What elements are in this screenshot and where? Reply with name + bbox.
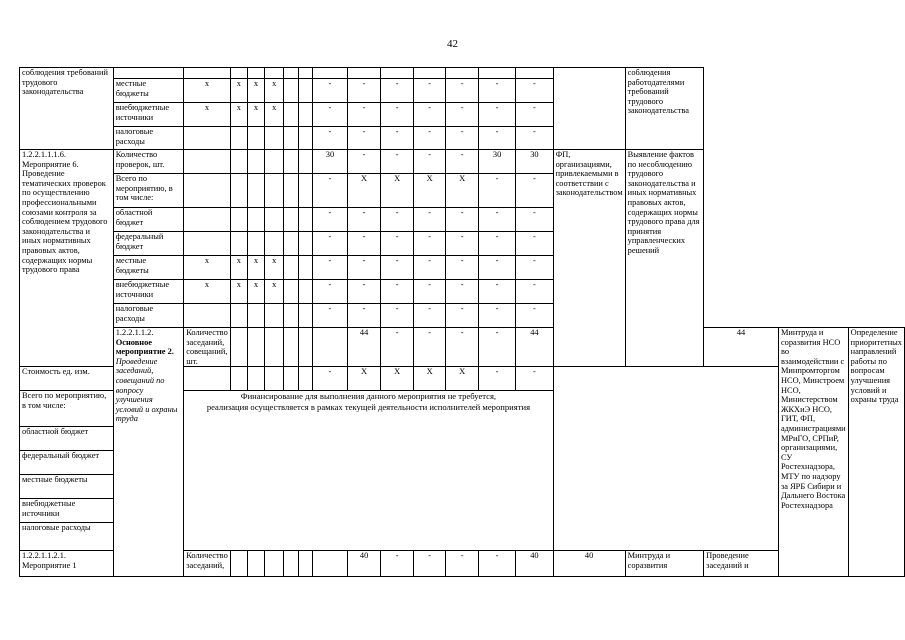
value-cell: - [478,232,515,256]
empty-cell [247,328,264,367]
value-cell: - [516,232,553,256]
empty-cell [247,367,264,391]
row-label: налоговые расходы [20,523,114,551]
empty-cell [299,280,313,304]
value-cell: - [516,280,553,304]
empty-cell [284,280,299,304]
row-label: Всего по мероприятию, в том числе: [20,391,114,427]
expected-result: Выявление фактов по несоблюдению трудового законодательства и иных нормативных правовых актов, содержащих нормы трудового права для принятия управленческих решений [625,150,704,367]
value-cell: - [347,79,381,103]
empty-cell [284,328,299,367]
value-cell: - [446,150,479,174]
value-cell: - [413,79,446,103]
empty-cell [299,68,313,79]
row-label: областной бюджет [113,208,184,232]
x-mark: х [230,256,247,280]
x-mark: х [265,280,284,304]
x-mark: х [230,79,247,103]
value-cell: - [446,127,479,150]
value-cell: - [413,150,446,174]
empty-cell [265,150,284,174]
activity-name: соблюдения требований трудового законодательства [20,68,114,150]
value-cell: - [313,208,348,232]
funding-note [184,391,553,551]
value-cell: - [446,304,479,328]
value-cell: Х [413,174,446,208]
activity-name-part: 1.2.2.1.1.2. [115,328,154,337]
value-cell: - [381,208,414,232]
empty-cell [247,232,264,256]
row-label: налоговые расходы [113,127,184,150]
expected-result: соблюдения работодателями требований трудового законодательства [625,68,704,150]
value-cell: - [381,256,414,280]
x-mark: х [247,103,264,127]
empty-cell [230,68,247,79]
value-cell: - [478,304,515,328]
empty-cell [299,551,313,577]
value-cell: - [347,304,381,328]
value-cell: Х [446,367,479,391]
value-cell: Х [347,174,381,208]
empty-cell [247,174,264,208]
x-mark: х [184,79,231,103]
x-mark: х [265,79,284,103]
value-cell: - [313,127,348,150]
table-row [20,280,905,304]
empty-cell [284,304,299,328]
value-cell: - [413,103,446,127]
empty-cell [284,103,299,127]
activity-name: 1.2.2.1.1.2.1. Мероприятие 1 [20,551,114,577]
empty-cell [284,367,299,391]
funding-note-line: реализация осуществляется в рамках текущей деятельности исполнителей мероприятия [206,402,531,413]
table-row [20,103,905,127]
value-cell: - [478,174,515,208]
page-number: 42 [447,38,458,50]
row-label: Всего по мероприятию, в том числе: [113,174,184,208]
value-cell: - [313,79,348,103]
executors-cell: Минтруда и соразвития НСО во взаимодействии с Минпромторгом НСО, Минстроем НСО, Министерством ЖКХиЭ НСО, ГИТ, ФП, администрациями МРиГО, СРПиР, организациями, СУ Ростехнадзора, МТУ по надзору за ЯРБ Сибири и Дальнего Востока Ростехнадзора [778,328,848,577]
row-label: внебюджетные источники [113,103,184,127]
empty-cell [247,68,264,79]
value-cell: - [478,127,515,150]
empty-cell [184,232,231,256]
value-cell: - [413,280,446,304]
value-cell: - [413,551,446,577]
activity-name [113,328,184,577]
empty-cell [247,304,264,328]
empty-cell [516,68,553,79]
row-label: областной бюджет [20,427,114,451]
empty-cell [299,367,313,391]
value-cell: - [516,174,553,208]
x-mark: х [184,280,231,304]
empty-cell [381,68,414,79]
empty-cell [299,232,313,256]
empty-cell [299,150,313,174]
empty-cell [113,68,184,79]
value-cell: - [413,328,446,367]
table-row [20,232,905,256]
empty-cell [284,208,299,232]
indicator-label: Количество заседаний, совещаний, шт. [184,328,231,367]
value-cell: - [446,256,479,280]
empty-cell [284,127,299,150]
executors-cell [553,68,625,150]
value-cell: - [478,256,515,280]
expected-result: Определение приоритетных направлений работы по вопросам улучшения условий и охраны труда [848,328,904,577]
expected-result: Проведение заседаний и [704,551,779,577]
value-cell: - [313,232,348,256]
value-cell: - [413,304,446,328]
table-row [20,150,905,174]
value-cell: 40 [516,551,553,577]
funding-note-line: Финансирование для выполнения данного мероприятия не требуется, [240,391,497,402]
value-cell: 30 [478,150,515,174]
value-cell: - [446,79,479,103]
row-label: федеральный бюджет [113,232,184,256]
value-cell: - [313,304,348,328]
value-cell: Х [446,174,479,208]
value-cell: - [347,232,381,256]
empty-cell [265,551,284,577]
indicator-label: Количество проверок, шт. [113,150,184,174]
empty-cell [230,208,247,232]
value-cell: - [446,103,479,127]
empty-cell [265,68,284,79]
value-cell: - [446,551,479,577]
value-cell: - [516,256,553,280]
value-cell: - [413,256,446,280]
value-cell: - [381,150,414,174]
empty-cell [299,79,313,103]
value-cell: - [446,280,479,304]
value-cell: 44 [347,328,381,367]
value-cell: - [381,79,414,103]
x-mark: х [247,79,264,103]
value-cell: - [313,174,348,208]
value-cell: - [313,367,348,391]
indicator-label: Стоимость ед. изм. [20,367,114,391]
row-label: внебюджетные источники [20,499,114,523]
value-cell: - [413,127,446,150]
empty-cell [247,551,264,577]
table-row [20,304,905,328]
value-cell: - [478,208,515,232]
value-cell: - [446,208,479,232]
value-cell: - [516,103,553,127]
row-label: налоговые расходы [113,304,184,328]
table-row [20,256,905,280]
table-row [20,174,905,208]
value-cell: - [516,304,553,328]
activity-name: 1.2.2.1.1.1.6. Мероприятие 6. Проведение тематических проверок по осуществлению профессиональными союзами контроля за соблюдением трудового законодательства и иных нормативных правовых актов, содержащих нормы трудового права [20,150,114,367]
value-cell: Х [413,367,446,391]
empty-cell [299,328,313,367]
empty-cell [299,127,313,150]
value-cell: - [347,103,381,127]
x-mark: х [230,103,247,127]
empty-cell [413,68,446,79]
x-mark: х [247,256,264,280]
executors-cell: ФП, организациями, привлекаемыми в соответствии с законодательством [553,150,625,367]
value-cell: 40 [553,551,625,577]
table-row [20,127,905,150]
empty-cell [184,174,231,208]
value-cell: - [478,367,515,391]
value-cell: Х [381,174,414,208]
row-label: местные бюджеты [20,475,114,499]
empty-cell [265,232,284,256]
empty-cell [265,127,284,150]
empty-cell [184,208,231,232]
activity-name-part: Проведение заседаний, совещаний по вопросу улучшения условий и охраны труда [115,356,178,424]
empty-cell [230,232,247,256]
x-mark: х [265,256,284,280]
empty-cell [265,367,284,391]
value-cell: - [446,232,479,256]
value-cell: - [381,551,414,577]
empty-cell [230,367,247,391]
x-mark: х [184,103,231,127]
value-cell: - [446,328,479,367]
empty-cell [184,68,231,79]
value-cell: - [313,103,348,127]
value-cell: - [413,232,446,256]
value-cell: 30 [313,150,348,174]
empty-cell [230,304,247,328]
empty-cell [284,174,299,208]
empty-cell [265,208,284,232]
empty-cell [265,304,284,328]
x-mark: х [265,103,284,127]
empty-cell [313,328,348,367]
empty-cell [230,328,247,367]
value-cell: - [381,103,414,127]
indicator-label: Количество заседаний, [184,551,231,577]
value-cell: 44 [516,328,553,367]
row-label: федеральный бюджет [20,451,114,475]
value-cell: - [347,256,381,280]
empty-cell [247,208,264,232]
empty-cell [184,150,231,174]
empty-cell [230,174,247,208]
value-cell: - [478,280,515,304]
value-cell: - [313,280,348,304]
activity-name-part: Основное мероприятие 2. [115,337,174,357]
row-label: местные бюджеты [113,256,184,280]
program-activities-table [19,67,905,577]
value-cell: - [347,280,381,304]
x-mark: х [184,256,231,280]
value-cell: Х [347,367,381,391]
table-row [20,79,905,103]
empty-cell [265,328,284,367]
table-row [20,208,905,232]
empty-cell [184,304,231,328]
value-cell: - [478,79,515,103]
empty-cell [284,232,299,256]
value-cell: 40 [347,551,381,577]
empty-cell [313,68,348,79]
empty-cell [230,150,247,174]
empty-cell [284,79,299,103]
value-cell: - [516,79,553,103]
empty-cell [247,127,264,150]
table-row [20,68,905,79]
empty-cell [299,304,313,328]
value-cell: - [516,367,553,391]
empty-cell [184,127,231,150]
value-cell: - [347,150,381,174]
value-cell: 30 [516,150,553,174]
value-cell: - [381,232,414,256]
row-label: местные бюджеты [113,79,184,103]
table-row [20,328,905,367]
value-cell: - [478,328,515,367]
empty-cell [247,150,264,174]
value-cell: - [381,328,414,367]
empty-cell [299,174,313,208]
value-cell: - [413,208,446,232]
empty-cell [347,68,381,79]
value-cell: - [516,208,553,232]
empty-cell [284,68,299,79]
value-cell: - [381,304,414,328]
empty-cell [299,103,313,127]
empty-cell [299,256,313,280]
empty-cell [313,551,348,577]
value-cell: - [347,127,381,150]
x-mark: х [247,280,264,304]
x-mark: х [230,280,247,304]
value-cell: - [313,256,348,280]
value-cell: 44 [704,328,779,367]
empty-cell [284,150,299,174]
empty-cell [230,127,247,150]
empty-cell [230,551,247,577]
empty-cell [299,208,313,232]
empty-cell [446,68,479,79]
empty-cell [184,367,231,391]
empty-cell [284,256,299,280]
value-cell: - [381,280,414,304]
row-label: внебюджетные источники [113,280,184,304]
value-cell: - [478,551,515,577]
empty-cell [284,551,299,577]
executors-cell: Минтруда и соразвития [625,551,704,577]
value-cell: - [516,127,553,150]
value-cell: - [478,103,515,127]
empty-cell [478,68,515,79]
value-cell: - [381,127,414,150]
value-cell: - [347,208,381,232]
empty-cell [265,174,284,208]
value-cell: Х [381,367,414,391]
